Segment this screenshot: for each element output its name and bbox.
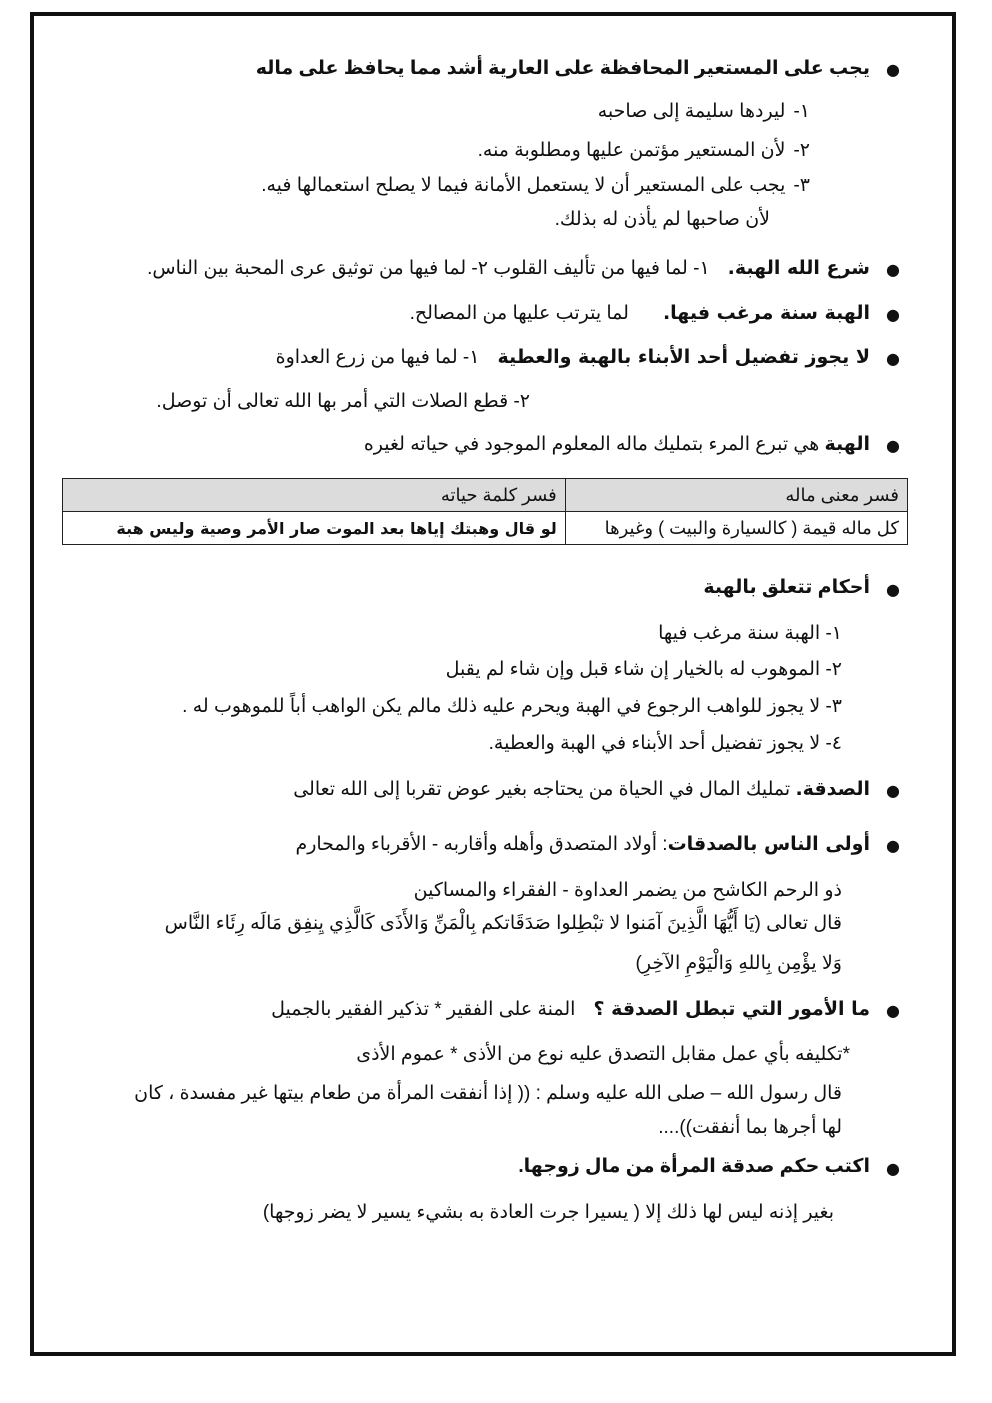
list-item: ٣- لا يجوز للواهب الرجوع في الهبة ويحرم عليه ذلك مالم يكن الواهب أباً للموهوب له . (182, 696, 842, 717)
bullet: ● (886, 1159, 900, 1178)
quran-verse-continuation: وَلا يؤْمِن بِاللهِ وَالْيَوْمِ الآخِرِ) (635, 953, 842, 974)
line-charity-recipients: أولى الناس بالصدقات: أولاد المتصدق وأهله وأقاربه - الأقرباء والمحارم (295, 833, 870, 855)
heading-gift-rulings: أحكام تتعلق بالهبة (703, 577, 870, 598)
table-cell: كل ماله قيمة ( كالسيارة والبيت ) وغيرها (565, 512, 907, 545)
list-item: ١- الهبة سنة مرغب فيها (658, 623, 842, 644)
bullet: ● (886, 781, 900, 800)
answer-wife-charity: بغير إذنه ليس لها ذلك إلا ( يسيرا جرت العادة به بشيء يسير لا يضر زوجها) (262, 1202, 834, 1223)
bullet: ● (886, 436, 900, 455)
bullet: ● (886, 260, 900, 279)
table-header: فسر كلمة حياته (63, 479, 566, 512)
bullet: ● (886, 60, 900, 79)
hadith-continuation: لها أجرها بما أنفقت)).... (658, 1117, 842, 1138)
line-no-favoritism: لا يجوز تفضيل أحد الأبناء بالهبة والعطية١- لما فيها من زرع العداوة (275, 346, 870, 368)
line-gift-legislation: شرع الله الهبة.١- لما فيها من تأليف القلوب ٢- لما فيها من توثيق عرى المحبة بين الناس. (147, 257, 870, 279)
heading-borrower-duty: يجب على المستعير المحافظة على العارية أشد مما يحافظ على ماله (255, 58, 870, 79)
table-cell: لو قال وهبتك إياها بعد الموت صار الأمر وصية وليس هبة (63, 512, 566, 545)
bullet: ● (886, 349, 900, 368)
definitions-table (62, 478, 908, 545)
list-item: ٢-لأن المستعير مؤتمن عليها ومطلوبة منه. (477, 140, 810, 161)
bullet: ● (886, 836, 900, 855)
heading-wife-charity: اكتب حكم صدقة المرأة من مال زوجها. (518, 1156, 870, 1177)
list-item-continuation: لأن صاحبها لم يأذن له بذلك. (554, 209, 770, 230)
list-item-continuation: ٢- قطع الصلات التي أمر بها الله تعالى أن توصل. (156, 391, 530, 412)
line-gift-definition: الهبة هي تبرع المرء بتمليك ماله المعلوم الموجود في حياته لغيره (363, 433, 870, 455)
table-header-row (63, 479, 908, 512)
list-item: ١-ليردها سليمة إلى صاحبه (597, 101, 810, 122)
bullet: ● (886, 1001, 900, 1020)
line-charity-invalidators: ما الأمور التي تبطل الصدقة ؟المنة على الفقير * تذكير الفقير بالجميل (271, 998, 870, 1020)
bullet: ● (886, 305, 900, 324)
table-header: فسر معنى ماله (565, 479, 907, 512)
bullet: ● (886, 580, 900, 599)
line-gift-sunnah: الهبة سنة مرغب فيها.لما يترتب عليها من المصالح. (409, 302, 870, 324)
line-charity-definition: الصدقة. تمليك المال في الحياة من يحتاجه بغير عوض تقربا إلى الله تعالى (293, 778, 870, 800)
quran-verse: قال تعالى (يَا أَيُّهَا الَّذِينَ آمَنوا لا تبْطِلوا صَدَقَاتكم بِالْمَنِّ وَالأَذَى كَالَّذِي يِنفِق مَالَه رِئَاء النَّاس (164, 913, 842, 934)
list-item: ٤- لا يجوز تفضيل أحد الأبناء في الهبة والعطية. (488, 733, 842, 754)
hadith: قال رسول الله – صلى الله عليه وسلم : (( إذا أنفقت المرأة من طعام بيتها غير مفسدة ، كان (134, 1083, 842, 1104)
list-item: ٢- الموهوب له بالخيار إن شاء قبل وإن شاء لم يقبل (445, 659, 842, 680)
table-row (63, 512, 908, 545)
line-charity-invalidators-2: *تكليفه بأي عمل مقابل التصدق عليه نوع من الأذى * عموم الأذى (356, 1044, 850, 1065)
line-charity-recipients-2: ذو الرحم الكاشح من يضمر العداوة - الفقراء والمساكين (413, 880, 842, 901)
list-item: ٣-يجب على المستعير أن لا يستعمل الأمانة فيما لا يصلح استعمالها فيه. (261, 175, 810, 196)
